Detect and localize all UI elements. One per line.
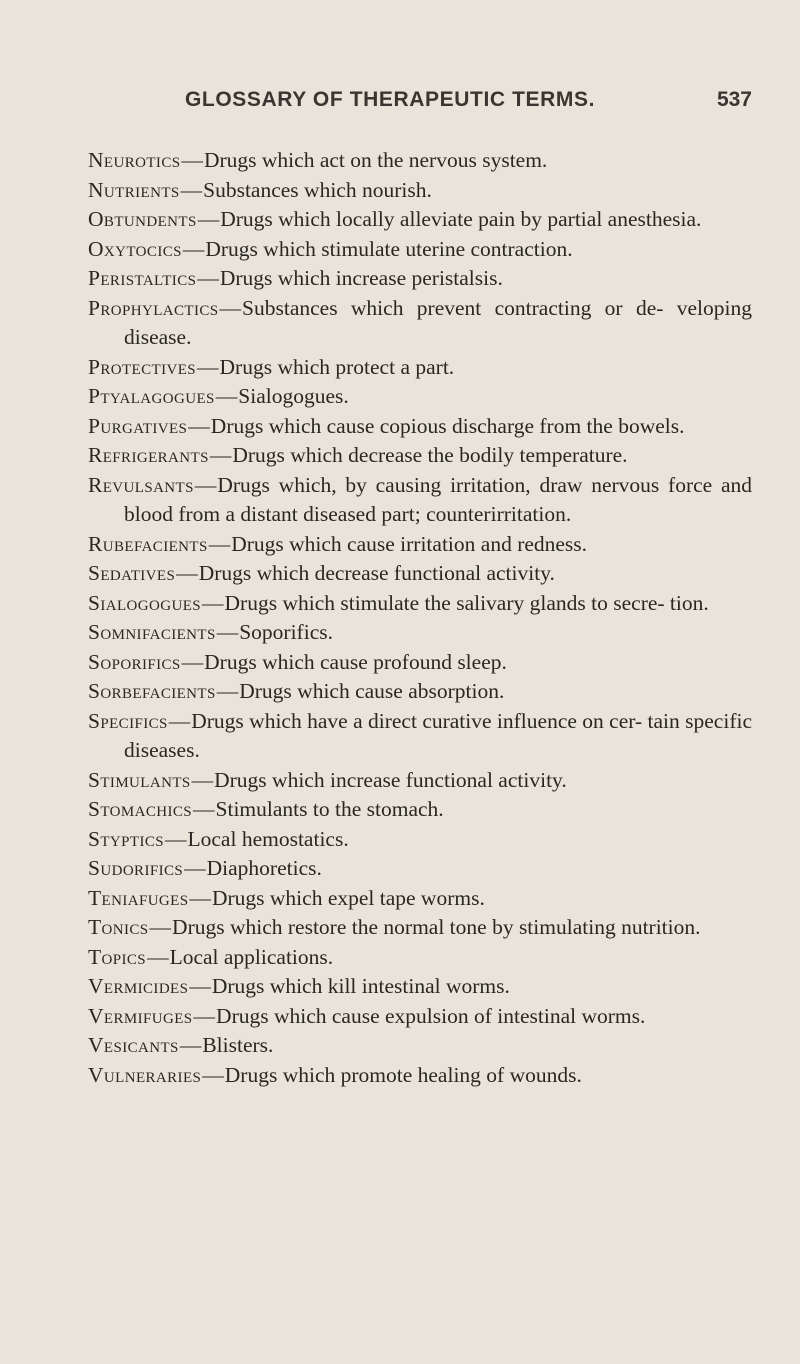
- glossary-definition: Drugs which restore the normal tone by stimulating nutrition.: [172, 915, 701, 939]
- glossary-definition: Drugs which cause profound sleep.: [204, 649, 507, 674]
- glossary-entry: [88, 854, 752, 884]
- glossary-term: Nutrients: [88, 177, 180, 202]
- term-separator: —: [197, 354, 219, 379]
- term-separator: —: [194, 472, 217, 497]
- running-head: GLOSSARY OF THERAPEUTIC TERMS.: [184, 88, 596, 111]
- term-separator: —: [209, 443, 232, 467]
- glossary-term: Vulneraries: [88, 1062, 202, 1087]
- glossary-term: Specifics: [88, 708, 168, 733]
- glossary-definition: Drugs which cause expulsion of intestinal worms.: [216, 1003, 646, 1028]
- glossary-term: Peristaltics: [88, 266, 197, 290]
- glossary-definition: Drugs which locally alleviate pain by partial anesthesia.: [220, 207, 702, 231]
- glossary-entry: [88, 471, 752, 530]
- glossary-entry: [88, 530, 752, 560]
- glossary-term: Protectives: [88, 354, 197, 379]
- term-separator: —: [197, 207, 220, 231]
- glossary-term: Neurotics: [88, 148, 181, 172]
- glossary-entry: [88, 1002, 752, 1032]
- glossary-term: Styptics: [88, 826, 164, 851]
- page-number: 537: [716, 88, 752, 111]
- glossary-term: Revulsants: [88, 472, 194, 497]
- term-separator: —: [216, 620, 239, 644]
- glossary-entry: [88, 412, 752, 442]
- glossary-definition: Drugs which increase functional activity.: [214, 767, 567, 792]
- glossary-term: Prophylactics: [88, 295, 219, 320]
- glossary-entry: [88, 825, 752, 855]
- glossary-term: Oxytocics: [88, 236, 182, 261]
- glossary-definition: Blisters.: [202, 1033, 274, 1057]
- glossary-entry: [88, 618, 752, 648]
- glossary-term: Tonics: [88, 915, 149, 939]
- term-separator: —: [149, 915, 172, 939]
- glossary-entry: [88, 353, 752, 383]
- glossary-entry: [88, 943, 752, 973]
- glossary-term: Stomachics: [88, 797, 193, 821]
- term-separator: —: [188, 413, 210, 438]
- glossary-term: Refrigerants: [88, 443, 209, 467]
- glossary-entry: [88, 884, 752, 914]
- glossary-term: Rubefacients: [88, 531, 208, 556]
- term-separator: —: [176, 561, 198, 585]
- glossary-term: Soporifics: [88, 649, 181, 674]
- glossary-term: Topics: [88, 944, 147, 969]
- glossary-definition: Drugs which protect a part.: [219, 354, 455, 379]
- term-separator: —: [202, 590, 224, 615]
- glossary-entry: [88, 146, 752, 176]
- glossary-entry: [88, 264, 752, 294]
- glossary-definition: Drugs which decrease the bodily temperature.: [232, 443, 628, 467]
- glossary-term: Vermifuges: [88, 1003, 193, 1028]
- glossary-definition: Substances which nourish.: [203, 177, 432, 202]
- term-separator: —: [193, 1003, 216, 1028]
- term-separator: —: [193, 797, 215, 821]
- glossary-entry: [88, 913, 752, 943]
- glossary-definition: Drugs which stimulate the salivary glands to secre- tion.: [224, 590, 709, 615]
- glossary-term: Sedatives: [88, 561, 176, 585]
- term-separator: —: [197, 266, 219, 290]
- glossary-definition: Drugs which have a direct curative influence on cer- tain specific diseases.: [124, 708, 752, 762]
- glossary-entry: [88, 766, 752, 796]
- glossary-definition: Drugs which stimulate uterine contraction.: [205, 236, 573, 261]
- glossary-term: Vesicants: [88, 1033, 179, 1057]
- term-separator: —: [179, 1033, 202, 1057]
- term-separator: —: [181, 148, 203, 172]
- glossary-term: Obtundents: [88, 207, 197, 231]
- glossary-entry: [88, 294, 752, 353]
- term-separator: —: [184, 856, 206, 880]
- term-separator: —: [165, 826, 187, 851]
- glossary-definition: Local applications.: [169, 944, 334, 969]
- glossary-entry: [88, 205, 752, 235]
- term-separator: —: [147, 944, 169, 969]
- term-separator: —: [202, 1062, 224, 1087]
- glossary-definition: Drugs which cause absorption.: [239, 679, 505, 703]
- glossary-definition: Drugs which cause irritation and redness.: [231, 531, 588, 556]
- glossary-definition: Drugs which expel tape worms.: [211, 885, 485, 910]
- term-separator: —: [219, 295, 242, 320]
- glossary-definition: Local hemostatics.: [187, 826, 349, 851]
- term-separator: —: [208, 531, 231, 556]
- glossary-term: Teniafuges: [88, 885, 189, 910]
- glossary-definition: Drugs which cause copious discharge from the bowels.: [210, 413, 685, 438]
- glossary-entry: [88, 235, 752, 265]
- glossary-list: [88, 146, 752, 1090]
- glossary-definition: Soporifics.: [239, 620, 333, 644]
- glossary-entry: [88, 441, 752, 471]
- glossary-definition: Substances which prevent contracting or de- veloping disease.: [124, 295, 752, 349]
- glossary-entry: [88, 382, 752, 412]
- term-separator: —: [216, 679, 239, 703]
- glossary-definition: Drugs which promote healing of wounds.: [224, 1062, 582, 1087]
- glossary-definition: Drugs which decrease functional activity.: [198, 561, 555, 585]
- glossary-entry: [88, 972, 752, 1002]
- glossary-entry: [88, 795, 752, 825]
- glossary-definition: Stimulants to the stomach.: [215, 797, 444, 821]
- glossary-definition: Drugs which increase peristalsis.: [219, 266, 503, 290]
- glossary-term: Somnifacients: [88, 620, 216, 644]
- glossary-definition: Drugs which kill intestinal worms.: [211, 974, 510, 998]
- glossary-entry: [88, 589, 752, 619]
- term-separator: —: [215, 384, 238, 408]
- glossary-entry: [88, 707, 752, 766]
- glossary-term: Ptyalagogues: [88, 384, 215, 408]
- glossary-entry: [88, 176, 752, 206]
- term-separator: —: [181, 649, 204, 674]
- term-separator: —: [180, 177, 203, 202]
- term-separator: —: [191, 767, 214, 792]
- glossary-term: Sialogogues: [88, 590, 202, 615]
- glossary-definition: Drugs which, by causing irritation, draw nervous force and blood from a distant diseased part; counterirritation.: [124, 472, 752, 526]
- glossary-term: Vermicides: [88, 974, 189, 998]
- glossary-entry: [88, 1061, 752, 1091]
- term-separator: —: [189, 885, 211, 910]
- glossary-entry: [88, 559, 752, 589]
- glossary-term: Sorbefacients: [88, 679, 216, 703]
- glossary-definition: Drugs which act on the nervous system.: [203, 148, 548, 172]
- glossary-term: Sudorifics: [88, 856, 184, 880]
- term-separator: —: [182, 236, 205, 261]
- glossary-term: Purgatives: [88, 413, 188, 438]
- glossary-entry: [88, 1031, 752, 1061]
- glossary-term: Stimulants: [88, 767, 191, 792]
- page-header: [88, 88, 752, 122]
- glossary-entry: [88, 648, 752, 678]
- term-separator: —: [168, 708, 191, 733]
- term-separator: —: [189, 974, 211, 998]
- glossary-definition: Diaphoretics.: [206, 856, 322, 880]
- glossary-entry: [88, 677, 752, 707]
- glossary-definition: Sialogogues.: [238, 384, 349, 408]
